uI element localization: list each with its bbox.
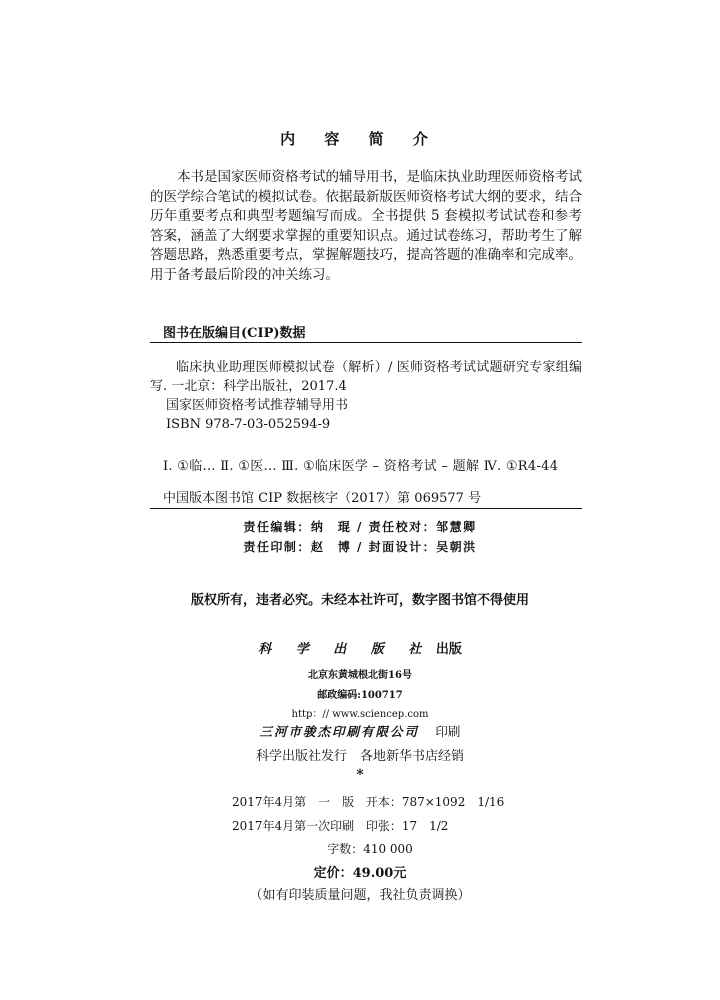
cip-heading: 图书在版编目(CIP)数据 bbox=[163, 326, 306, 341]
intro-paragraph: 本书是国家医师资格考试的辅导用书，是临床执业助理医师资格考试的医学综合笔试的模拟试卷。依据最新版医师资格考试大纲的要求，结合历年重要考点和典型考题编写而成。全书提供 5 套模拟考试试卷和参考答案，涵盖了大纲要求掌握的重要知识点。通过试卷练习，帮助考生了解答题思路，熟悉重要考点，掌握解题技巧，提高答题的准确率和完成率。用于备考最后阶段的冲关练习。 bbox=[150, 169, 582, 283]
distribution-line: 科学出版社发行 各地新华书店经销 bbox=[255, 749, 464, 764]
quality-note: （如有印装质量问题，我社负责调换） bbox=[249, 888, 471, 903]
publisher-suffix: 出版 bbox=[435, 642, 462, 657]
printer-name: 三河市骏杰印刷有限公司 bbox=[259, 724, 420, 739]
cip-top-rule bbox=[150, 342, 582, 343]
credits-editors: 责任编辑：纳 琨 / 责任校对：邹慧卿 bbox=[243, 520, 477, 534]
spec-row-edition bbox=[232, 793, 504, 810]
cip-series: 国家医师资格考试推荐辅导用书 bbox=[166, 398, 349, 413]
cip-entry bbox=[150, 358, 582, 434]
cip-title-line: 临床执业助理医师模拟试卷（解析）/ 医师资格考试试题研究专家组编写. 一北京：科学出版社，2017.4 bbox=[150, 360, 582, 394]
printer-line bbox=[0, 722, 720, 740]
intro-heading: 内 容 简 介 bbox=[280, 130, 440, 148]
spec-format: 开本：787×1092 1/16 bbox=[365, 795, 505, 809]
spec-words: 字数：410 000 bbox=[327, 842, 413, 856]
spec-printing: 2017年4月第一次印刷 bbox=[232, 819, 355, 833]
cip-record-number: 中国版本图书馆 CIP 数据核字（2017）第 069577 号 bbox=[163, 491, 482, 506]
spec-row-printing bbox=[232, 817, 448, 834]
spec-price: 定价：49.00元 bbox=[313, 866, 407, 881]
cip-isbn: ISBN 978-7-03-052594-9 bbox=[166, 417, 331, 432]
copyright-notice: 版权所有，违者必究。未经本社许可，数字图书馆不得使用 bbox=[190, 593, 529, 608]
publisher-name: 科 学 出 版 社 bbox=[258, 642, 432, 657]
spec-edition: 2017年4月第 一 版 bbox=[232, 795, 355, 809]
spec-sheets: 印张：17 1/2 bbox=[365, 819, 449, 833]
publisher-website: http：// www.sciencep.com bbox=[291, 709, 429, 720]
credits-production: 责任印制：赵 博 / 封面设计：吴朝洪 bbox=[243, 540, 477, 554]
publisher-postcode: 邮政编码:100717 bbox=[317, 690, 403, 701]
printer-suffix: 印刷 bbox=[435, 724, 461, 739]
cip-classification: Ⅰ. ①临… Ⅱ. ①医… Ⅲ. ①临床医学 – 资格考试 – 题解 Ⅳ. ①R4-44 bbox=[163, 459, 559, 474]
publisher-address: 北京东黄城根北街16号 bbox=[308, 670, 412, 681]
cip-bottom-rule bbox=[150, 508, 582, 509]
separator-star: * bbox=[356, 767, 364, 783]
intro-body bbox=[150, 168, 582, 285]
publisher-line bbox=[0, 638, 720, 657]
